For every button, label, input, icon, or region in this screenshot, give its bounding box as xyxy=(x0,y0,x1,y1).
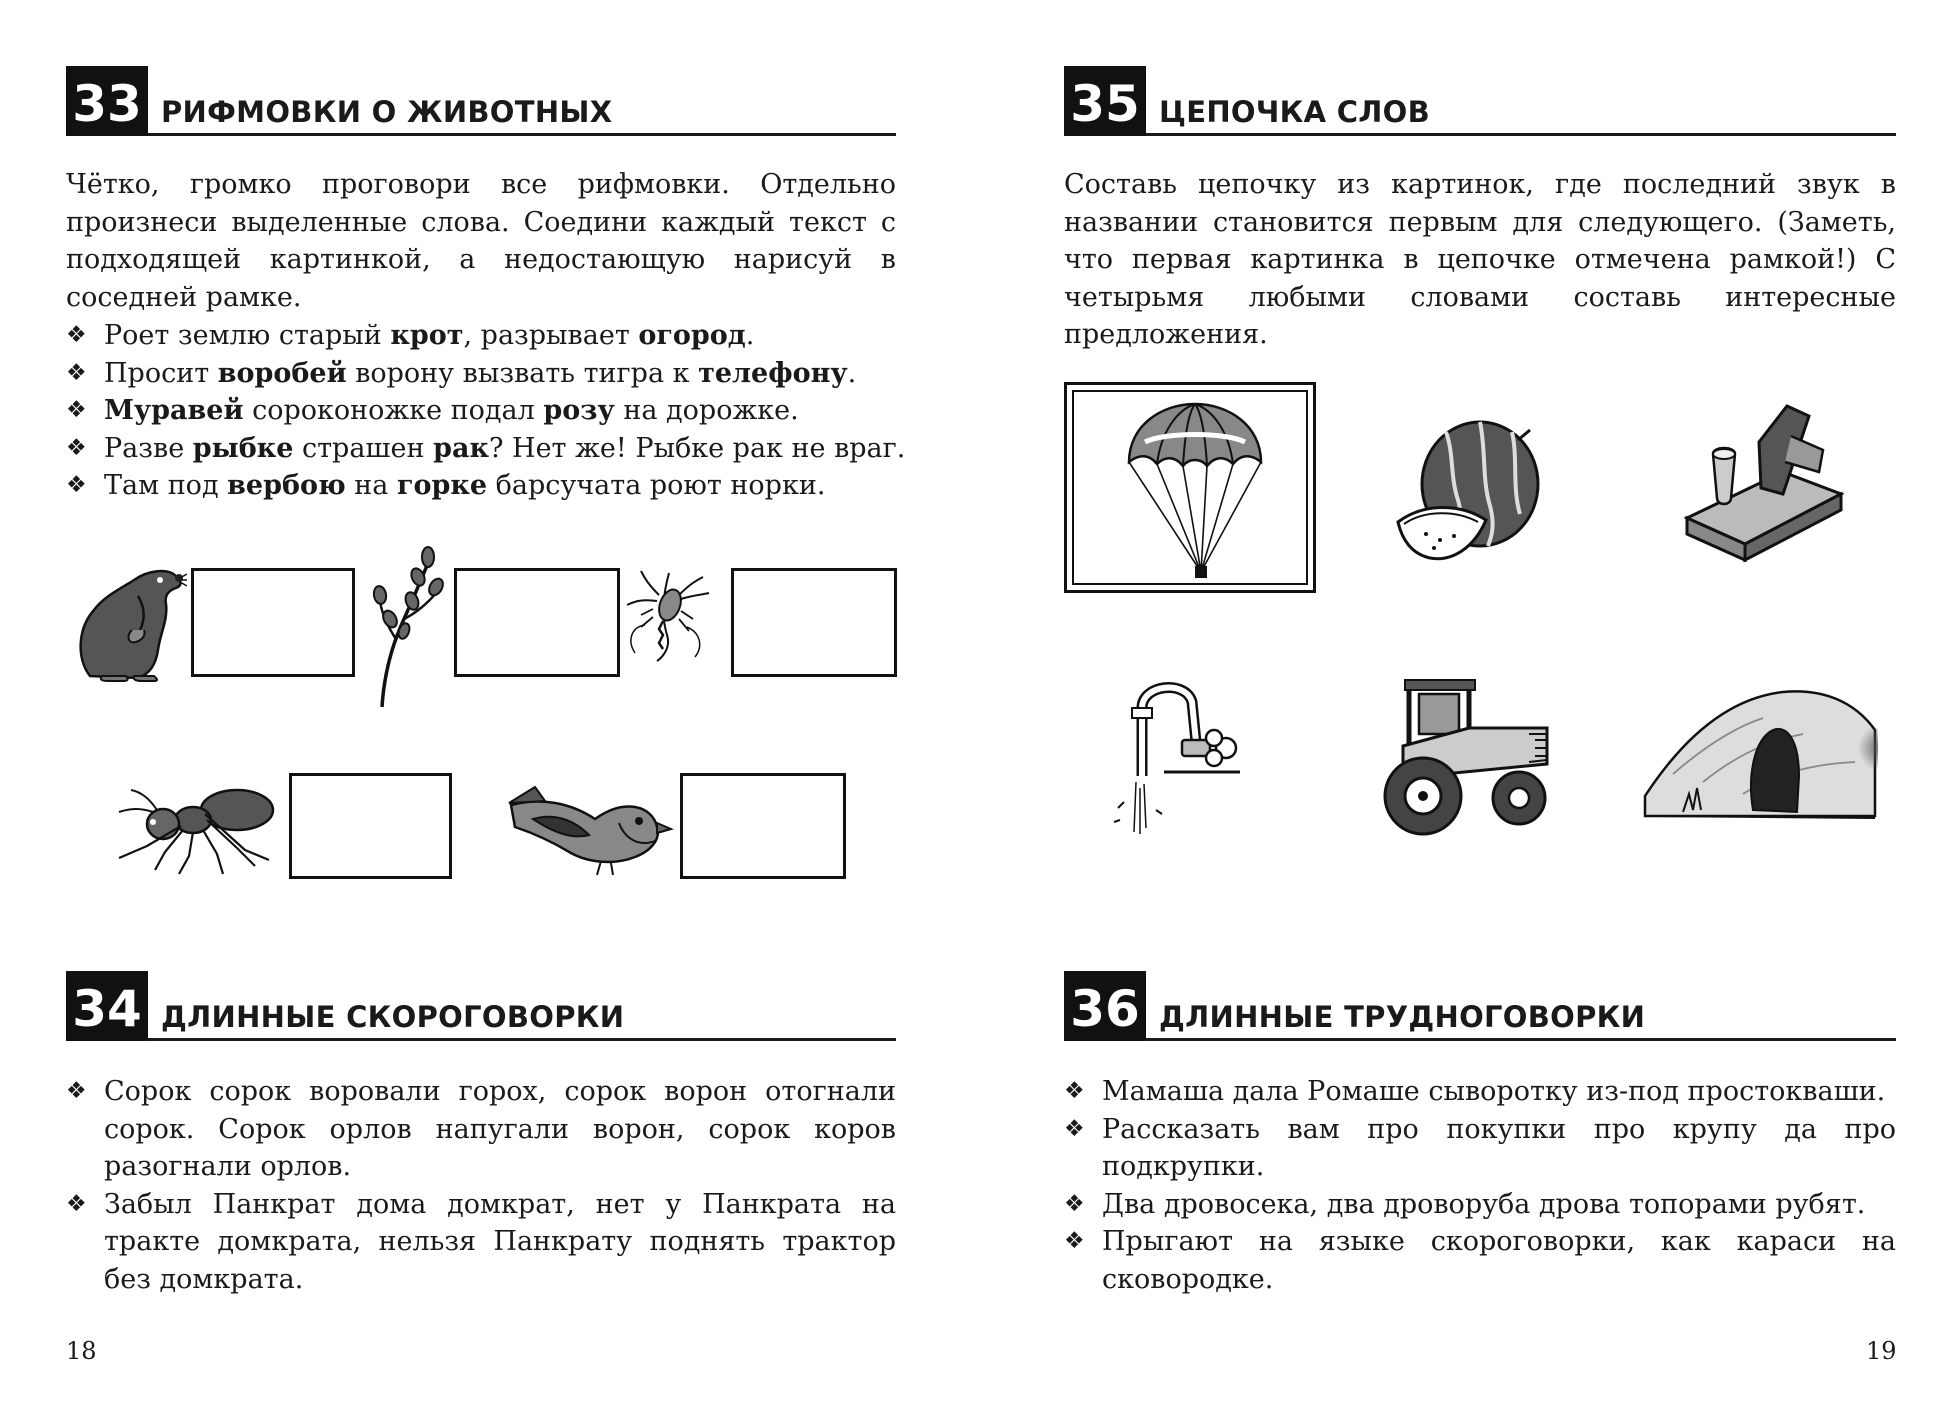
drawing-frame-1[interactable] xyxy=(191,568,355,677)
rhyme-item: ❖ Муравей сороконожке подал розу на дорожке. xyxy=(66,392,896,430)
exercise-title-34: ДЛИННЫЕ СКОРОГОВОРКИ xyxy=(161,1000,625,1034)
drawing-frame-5[interactable] xyxy=(680,773,846,879)
crayfish-icon xyxy=(623,565,713,665)
exercise-34-header xyxy=(66,968,896,1041)
willow-branch-icon xyxy=(370,535,450,710)
page-number-right: 19 xyxy=(1866,1337,1897,1365)
exercise-number-33: 33 xyxy=(66,66,148,136)
exercise-34-tongue-twisters xyxy=(66,1073,896,1298)
exercise-number-34: 34 xyxy=(66,971,148,1041)
drawing-frame-2[interactable] xyxy=(454,568,620,677)
exercise-36-tongue-twisters xyxy=(1064,1073,1896,1298)
rhyme-item: ❖ Разве рыбке страшен рак? Нет же! Рыбке рак не враг. xyxy=(66,430,896,468)
exercise-35-header xyxy=(1064,63,1896,136)
exercise-33-rhymes-list xyxy=(66,317,906,505)
drawing-frame-3[interactable] xyxy=(731,568,897,677)
rhyme-item: ❖ Роет землю старый крот, разрывает огород. xyxy=(66,317,896,355)
exercise-36-header xyxy=(1064,968,1896,1041)
wood-plane-icon xyxy=(1673,402,1853,567)
drawing-frame-4[interactable] xyxy=(289,773,452,879)
right-page xyxy=(975,0,1949,1417)
exercise-33-instructions: Чётко, громко проговори все рифмовки. Отдельно произнеси выделенные слова. Соедини каждый текст с подходящей картинкой, а недостающую нарисуй в соседней рамке. xyxy=(66,169,896,313)
rhyme-item: ❖ Просит воробей ворону вызвать тигра к телефону. xyxy=(66,355,896,393)
sparrow-icon xyxy=(505,783,675,878)
ant-icon xyxy=(97,778,277,878)
water-tap-icon xyxy=(1110,672,1250,837)
page-number-left: 18 xyxy=(66,1337,97,1365)
exercise-35-instructions: Составь цепочку из картинок, где последний звук в названии становится первым для следующего. (Заметь, что первая картинка в цепочке отмечена рамкой!) С четырьмя любыми словами составь интересные предложения. xyxy=(1064,169,1896,350)
tongue-twister-item: ❖ Рассказать вам про покупки про крупу да про подкрупки. xyxy=(1064,1111,1896,1186)
parachute-icon xyxy=(1125,402,1265,582)
burrow-icon xyxy=(1643,678,1878,833)
tongue-twister-item: ❖ Мамаша дала Ромаше сыворотку из-под простокваши. xyxy=(1064,1073,1896,1111)
tongue-twister-item: ❖ Сорок сорок воровали горох, сорок ворон отогнали сорок. Сорок орлов напугали ворон, сорок коров разогнали орлов. xyxy=(66,1073,896,1186)
exercise-33-header xyxy=(66,63,896,136)
tongue-twister-item: ❖ Забыл Панкрат дома домкрат, нет у Панкрата на тракте домкрата, нельзя Панкрату поднять трактор без домкрата. xyxy=(66,1186,896,1299)
mole-icon xyxy=(72,558,187,683)
exercise-number-36: 36 xyxy=(1064,971,1146,1041)
exercise-title-35: ЦЕПОЧКА СЛОВ xyxy=(1159,95,1431,129)
rhyme-item: ❖ Там под вербою на горке барсучата роют норки. xyxy=(66,467,896,505)
exercise-title-36: ДЛИННЫЕ ТРУДНОГОВОРКИ xyxy=(1159,1000,1646,1034)
tractor-icon xyxy=(1379,678,1559,838)
tongue-twister-item: ❖ Два дровосека, два дроворуба дрова топорами рубят. xyxy=(1064,1186,1896,1224)
tongue-twister-item: ❖ Прыгают на языке скороговорки, как караси на сковородке. xyxy=(1064,1223,1896,1298)
exercise-title-33: РИФМОВКИ О ЖИВОТНЫХ xyxy=(161,95,613,129)
watermelon-icon xyxy=(1394,410,1544,570)
exercise-number-35: 35 xyxy=(1064,66,1146,136)
